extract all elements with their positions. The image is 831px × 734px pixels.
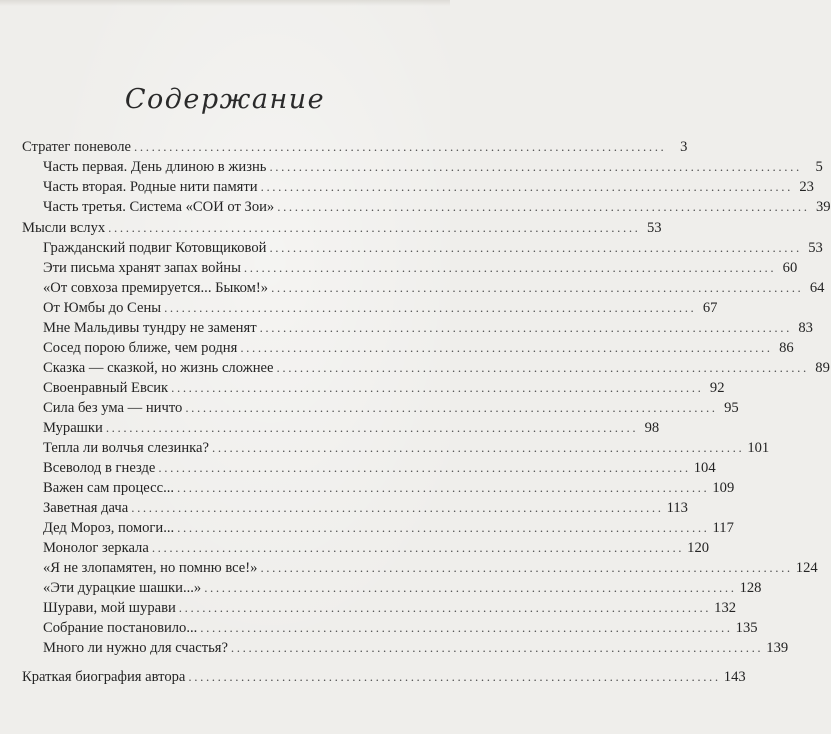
dot-leader: ........................................................................................... [269,240,802,255]
toc-entry-page: 53 [646,220,662,236]
toc-entry [43,578,762,598]
page-title: Содержание [124,84,326,115]
toc-entry-page: 92 [709,380,725,396]
toc-entry-page: 60 [782,260,798,276]
dot-leader: ........................................................................................... [131,500,664,515]
toc-entry-title: Мне Мальдивы тундру не заменят [43,320,257,336]
toc-entry-page: 117 [712,520,734,536]
toc-entry-page: 98 [644,420,660,436]
toc-entry [43,558,818,578]
dot-leader: ........................................................................................... [277,199,810,214]
toc-entry-page: 64 [809,280,825,296]
dot-leader: ........................................................................................... [211,440,745,455]
toc-entry-page: 101 [747,440,770,456]
dot-leader: ........................................................................................... [260,179,793,194]
toc-entry-page: 120 [687,540,710,556]
toc-entry-page: 86 [779,340,794,356]
toc-entry-title: Стратег поневоле [22,139,132,155]
dot-leader: ........................................................................................... [269,159,802,174]
toc-entry-title: Часть третья. Система «СОИ от Зои» [43,199,275,215]
dot-leader: ........................................................................................... [177,480,710,495]
toc-entry [43,258,798,278]
dot-leader: ........................................................................................... [158,460,691,475]
toc-entry [43,598,737,618]
dot-leader: ........................................................................................... [185,400,718,415]
toc-entry-page: 139 [766,640,789,656]
toc-entry-title: Сказка — сказкой, но жизнь сложнее [43,360,274,376]
toc-entry-page: 67 [702,300,718,316]
dot-leader: ........................................................................................... [178,600,712,615]
dot-leader: ........................................................................................... [188,669,721,684]
dot-leader: ........................................................................................... [171,380,704,395]
toc-entry-page: 113 [666,500,688,516]
toc-entry-title: Много ли нужно для счастья? [43,640,228,656]
dot-leader: ........................................................................................... [276,360,809,375]
toc-entry-title: Сила без ума — ничто [43,400,183,416]
dot-leader: ........................................................................................... [230,640,764,655]
dot-leader: ........................................................................................... [134,139,667,154]
toc-entry-page: 128 [739,580,762,596]
toc-entry [43,418,660,438]
toc-entry-page: 53 [808,240,823,256]
toc-entry-title: Сосед порою ближе, чем родня [43,340,238,356]
toc-entry-page: 135 [735,620,758,636]
dot-leader: ........................................................................................... [243,260,777,275]
toc-entry [43,278,825,298]
toc-entry-title: Собрание постановило... [43,620,198,636]
toc-entry-page: 143 [723,669,746,685]
toc-entry [22,137,688,157]
toc-entry-title: «Я не злопамятен, но помню все!» [43,560,258,576]
dot-leader: ........................................................................................... [271,280,804,295]
toc-entry-title: Краткая биография автора [22,669,186,685]
toc-entry [43,638,789,658]
toc-entry [43,438,770,458]
dot-leader: ........................................................................................... [177,520,710,535]
toc-entry-title: Дед Мороз, помоги... [43,520,175,536]
toc-entry-title: Важен сам процесс... [43,480,175,496]
toc-entry [43,338,794,358]
toc-entry-page: 124 [795,560,818,576]
toc-entry-title: От Юмбы до Сены [43,300,162,316]
toc-entry [43,498,688,518]
dot-leader: ........................................................................................... [259,320,792,335]
toc-entry [43,518,734,538]
dot-leader: ........................................................................................... [164,300,697,315]
toc-entry [43,238,823,258]
dot-leader: ........................................................................................... [108,220,641,235]
toc-entry-title: Своенравный Евсик [43,380,169,396]
toc-entry-page: 104 [693,460,716,476]
toc-entry-title: Часть вторая. Родные нити памяти [43,179,258,195]
toc-entry-title: Тепла ли волчья слезинка? [43,440,209,456]
toc-entry [43,318,813,338]
toc-entry-title: Заветная дача [43,500,129,516]
toc-entry [43,398,739,418]
toc-entry-title: Гражданский подвиг Котовщиковой [43,240,267,256]
toc-entry [43,298,718,318]
toc-entry-title: Шурави, мой шурави [43,600,176,616]
toc-entry [22,218,662,238]
toc-entry-page: 109 [712,480,735,496]
toc-entry [43,458,716,478]
dot-leader: ........................................................................................... [151,540,685,555]
toc-entry [43,197,831,217]
toc-entry-title: Монолог зеркала [43,540,149,556]
toc-entry [43,157,823,177]
toc-entry [22,667,746,687]
toc-entry [43,618,758,638]
toc-entry-page: 23 [799,179,814,195]
toc-entry-page: 95 [724,400,739,416]
toc-entry-page: 3 [680,139,688,155]
toc-entry [43,358,830,378]
toc-entry-page: 5 [815,159,823,175]
toc-entry [43,478,735,498]
toc-entry-title: Часть первая. День длиною в жизнь [43,159,267,175]
dot-leader: ........................................................................................... [105,420,639,435]
toc-entry [43,177,814,197]
toc-entry-title: Мысли вслух [22,220,106,236]
dot-leader: ........................................................................................... [240,340,773,355]
dot-leader: ........................................................................................... [204,580,737,595]
toc-entry [43,538,710,558]
toc-entry-title: Всеволод в гнезде [43,460,156,476]
toc-entry [43,378,725,398]
toc-entry-page: 132 [714,600,737,616]
toc-entry-page: 39 [816,199,831,215]
dot-leader: ........................................................................................... [260,560,793,575]
toc-entry-page: 83 [798,320,813,336]
toc-entry-title: «От совхоза премируется... Быком!» [43,280,269,296]
toc-entry-page: 89 [815,360,830,376]
dot-leader: ........................................................................................... [200,620,733,635]
toc-entry-title: Эти письма хранят запах войны [43,260,241,276]
toc-entry-title: Мурашки [43,420,103,436]
toc-entry-title: «Эти дурацкие шашки...» [43,580,202,596]
